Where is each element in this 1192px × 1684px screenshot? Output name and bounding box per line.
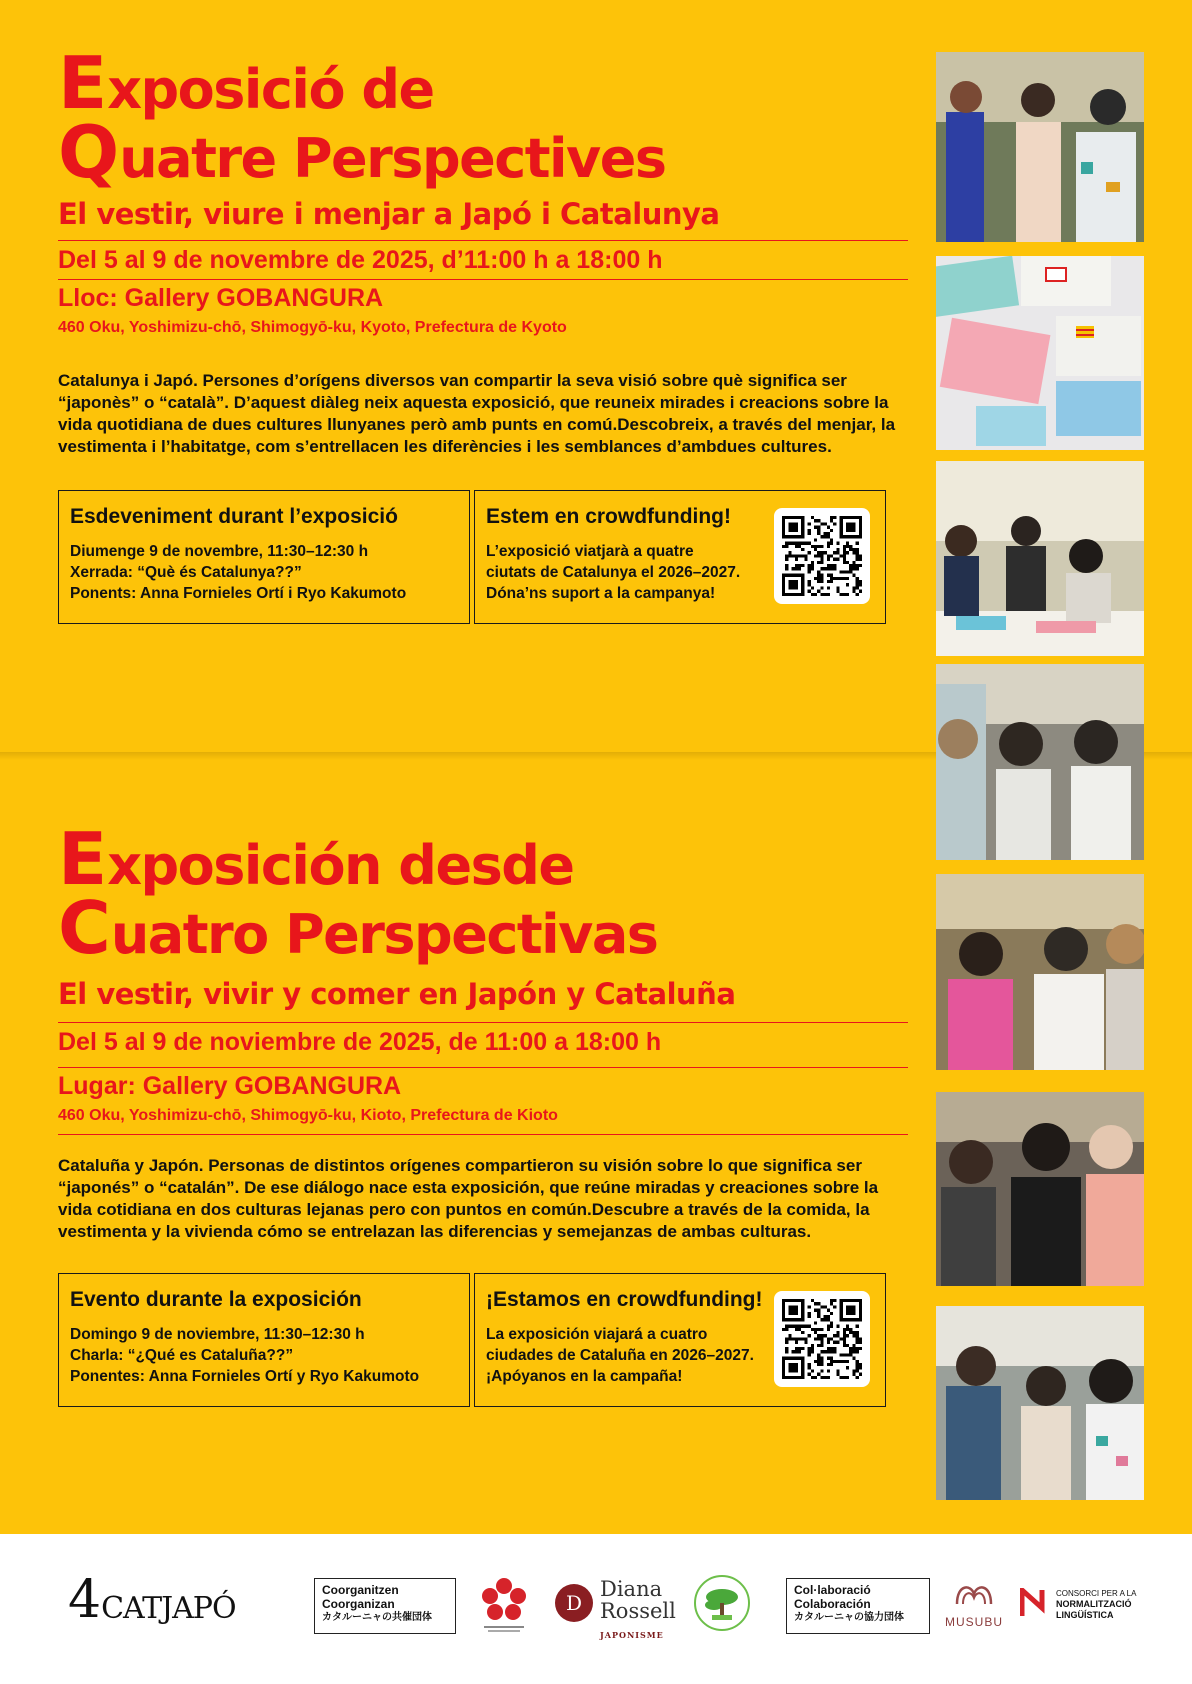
- photo-workshop-group: [936, 52, 1144, 242]
- photo-table-discussion: [936, 461, 1144, 656]
- catalan-title: [58, 41, 908, 194]
- title-initial: Q: [58, 110, 120, 194]
- crowdfunding-title: Estem en crowdfunding!: [486, 505, 732, 528]
- spanish-title: [58, 817, 908, 970]
- title-text: uatro Perspectivas: [110, 903, 658, 966]
- event-box: [58, 1273, 470, 1407]
- spanish-subtitle: El vestir, vivir y comer en Japón y Cataluña: [58, 977, 736, 1011]
- photo-workshop-crowd: [936, 1306, 1144, 1500]
- cpnl-n-icon: [1020, 1588, 1052, 1618]
- event-line: Diumenge 9 de novembre, 11:30–12:30 h: [70, 543, 369, 560]
- svg-text:D: D: [565, 1591, 583, 1615]
- title-text: xposición desde: [107, 834, 574, 897]
- crowdfunding-line: L’exposició viatjarà a quatre: [486, 543, 694, 560]
- qr-code[interactable]: [774, 508, 870, 604]
- event-line: Charla: “¿Qué es Cataluña??”: [70, 1347, 294, 1364]
- diana-line: Rossell: [600, 1599, 676, 1623]
- event-box: [58, 490, 470, 624]
- cpnl-line: CONSORCI PER A LA: [1056, 1589, 1137, 1598]
- title-text: xposició de: [107, 58, 434, 121]
- crowdfunding-lines: [486, 1324, 754, 1387]
- coorganizers-line: Coorganitzen: [322, 1583, 399, 1597]
- flower-emblem-logo: [474, 1572, 534, 1641]
- spanish-description: Cataluña y Japón. Personas de distintos orígenes compartieron su visión sobre lo que significa ser “japonés” o “catalán”. De ese diálogo nace esta exposición, que reúne miradas y creaciones sobre la vida cotidiana en dos culturas lejanas pero con puntos en común.Descubre a través de la comida, la vestimenta y la vivienda cómo se entrelazan las diferencias y semejanzas de ambas culturas.: [58, 1156, 879, 1241]
- catalan-description: Catalunya i Japó. Persones d’orígens diversos van compartir la seva visió sobre què significa ser “japonès” o “català”. D’aquest diàleg neix aquesta exposició, que reuneix mirades i creacions sobre la vida quotidiana de dues cultures llunyanes però amb punts en comú.Descobreix, a través del menjar, la vestimenta i l’habitatge, com s’entrellacen les diferències i les semblances d’ambdues cultures.: [58, 371, 896, 456]
- bonsai-logo: [692, 1573, 752, 1638]
- coorganizers-line: Coorganizan: [322, 1597, 395, 1611]
- collaboration-line: カタルーニャの協力団体: [794, 1612, 904, 1623]
- title-initial: C: [58, 886, 111, 970]
- collaboration-label: [786, 1578, 930, 1634]
- crowdfunding-line: ciutats de Catalunya el 2026–2027.: [486, 564, 741, 581]
- crowdfunding-line: ciudades de Cataluña en 2026–2027.: [486, 1347, 754, 1364]
- catalan-address: 460 Oku, Yoshimizu-chō, Shimogyō-ku, Kyoto, Prefectura de Kyoto: [58, 319, 567, 336]
- qr-code[interactable]: [774, 1291, 870, 1387]
- event-line: Ponentes: Anna Fornieles Ortí y Ryo Kakumoto: [70, 1368, 420, 1385]
- catalan-section: [58, 41, 908, 628]
- spanish-address: 460 Oku, Yoshimizu-chō, Shimogyō-ku, Kioto, Prefectura de Kioto: [58, 1107, 558, 1124]
- crowdfunding-title: ¡Estamos en crowdfunding!: [486, 1288, 763, 1311]
- crowdfunding-line: La exposición viajará a cuatro: [486, 1326, 708, 1343]
- cpnl-line: NORMALITZACIÓ: [1056, 1599, 1132, 1609]
- diana-line: Diana: [600, 1577, 663, 1601]
- catjapo-number: 4: [68, 1570, 102, 1630]
- crowdfunding-box: [474, 1273, 886, 1407]
- catalan-date: Del 5 al 9 de novembre de 2025, d’11:00 h a 18:00 h: [58, 246, 663, 274]
- photo-patanpa-shirt: [936, 1092, 1144, 1286]
- catalan-subtitle: El vestir, viure i menjar a Japó i Catalunya: [58, 197, 720, 231]
- photo-participants-smiling: [936, 664, 1144, 860]
- cpnl-text: [1056, 1588, 1176, 1621]
- diana-rossell-logo: [600, 1578, 676, 1646]
- event-line: Domingo 9 de noviembre, 11:30–12:30 h: [70, 1326, 365, 1343]
- musubu-knot-icon: [949, 1576, 999, 1610]
- crowdfunding-line: Dóna’ns suport a la campanya!: [486, 585, 716, 602]
- catalan-place: Lloc: Gallery GOBANGURA: [58, 284, 384, 312]
- coorganizers-label: [314, 1578, 456, 1634]
- event-box-title: Esdeveniment durant l’exposició: [70, 505, 398, 528]
- diana-sub: JAPONISME: [600, 1630, 664, 1640]
- catjapo-logo: [68, 1570, 236, 1630]
- title-text: uatre Perspectives: [119, 127, 666, 190]
- collaboration-line: Col·laboració: [794, 1583, 871, 1597]
- crowdfunding-line: ¡Apóyanos en la campaña!: [486, 1368, 683, 1385]
- musubu-text: MUSUBU: [945, 1615, 1004, 1629]
- title-initial: E: [58, 41, 108, 125]
- spanish-place: Lugar: Gallery GOBANGURA: [58, 1072, 402, 1100]
- collaboration-line: Colaboración: [794, 1597, 871, 1611]
- event-box-lines: [70, 541, 406, 604]
- dr-monogram-logo: [554, 1583, 594, 1628]
- coorganizers-line: カタルーニャの共催団体: [322, 1612, 432, 1623]
- event-line: Xerrada: “Què és Catalunya??”: [70, 564, 302, 581]
- event-box-title: Evento durante la exposición: [70, 1288, 362, 1311]
- musubu-logo: [945, 1576, 1003, 1629]
- event-line: Ponents: Anna Fornieles Ortí i Ryo Kakumoto: [70, 585, 407, 602]
- crowdfunding-box: [474, 490, 886, 624]
- divider: [58, 1134, 908, 1135]
- event-box-lines: [70, 1324, 419, 1387]
- crowdfunding-lines: [486, 541, 740, 604]
- catjapo-word: CATJAPÓ: [101, 1591, 236, 1626]
- title-initial: E: [58, 817, 108, 901]
- spanish-info-boxes: [58, 1273, 908, 1411]
- spanish-section: [58, 817, 908, 1411]
- photo-pink-shirt-group: [936, 874, 1144, 1070]
- photo-flag-cards: [936, 256, 1144, 450]
- catalan-info-boxes: [58, 490, 908, 628]
- spanish-date: Del 5 al 9 de noviembre de 2025, de 11:00 a 18:00 h: [58, 1028, 662, 1056]
- cpnl-line: LINGÜÍSTICA: [1056, 1610, 1114, 1620]
